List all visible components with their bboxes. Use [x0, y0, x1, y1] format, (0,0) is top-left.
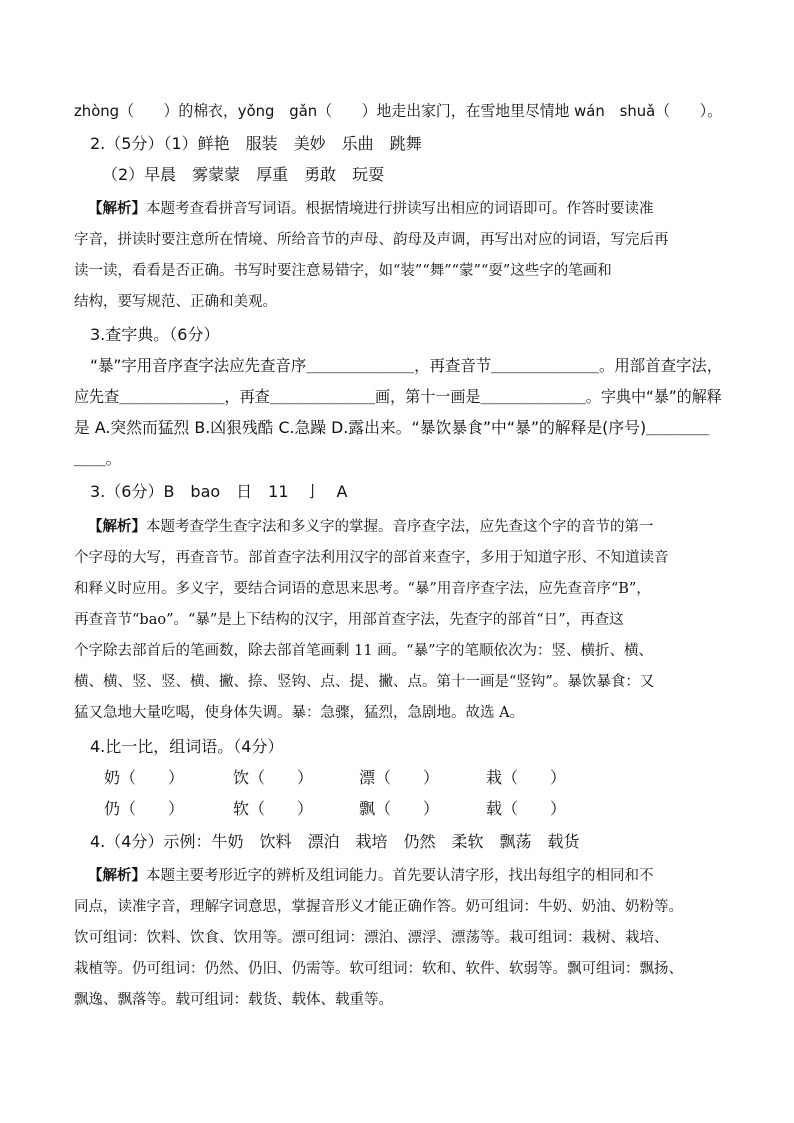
analysis3-line5: 个字除去部首后的笔画数，除去部首笔画剩 11 画。“暴”字的笔顺依次为：竖、横折、横、 — [74, 643, 653, 659]
question4-row2-item3: 飘（ ） — [359, 799, 440, 818]
analysis3-line4: 再查音节“bao”。“暴”是上下结构的汉字，用部首查字法，先查字的部首“日”，再查这 — [74, 612, 624, 628]
analysis3-line2: 个字母的大写，再查音节。部首查字法利用汉字的部首来查字，多用于知道字形、不知道读音 — [74, 550, 669, 566]
question3-title: 3.查字典。（6分） — [90, 325, 220, 344]
analysis3-line6: 横、横、竖、竖、横、撇、捺、竖钩、点、提、撇、点。第十一画是“竖钩”。暴饮暴食：又 — [74, 674, 655, 690]
answer2-line1: 2.（5分）（1）鲜艳 服装 美妙 乐曲 跳舞 — [90, 134, 422, 153]
question4-row2-item1: 仍（ ） — [104, 799, 185, 818]
analysis-tag: 【解析】 — [88, 200, 146, 217]
question4-row1-item4: 栽（ ） — [486, 768, 567, 787]
question4-row1-item2: 饮（ ） — [233, 768, 314, 787]
analysis-tag: 【解析】 — [88, 518, 146, 535]
analysis2-line1: 【解析】本题考查看拼音写词语。根据情境进行拼读写出相应的词语即可。作答时要读准 — [88, 200, 654, 217]
analysis4-line2: 同点，读准字音，理解字词意思，掌握音形义才能正确作答。奶可组词：牛奶、奶油、奶粉等。 — [74, 899, 683, 915]
answer3-line: 3.（6分）B bao 日 11 亅 A — [90, 482, 348, 501]
question4-row2-item2: 软（ ） — [233, 799, 314, 818]
question4-title: 4.比一比，组词语。（4分） — [90, 737, 284, 756]
analysis4-line1: 【解析】本题主要考形近字的辨析及组词能力。首先要认清字形，找出每组字的相同和不 — [88, 867, 654, 884]
question4-row1-item3: 漂（ ） — [359, 768, 440, 787]
analysis-tag: 【解析】 — [88, 867, 146, 884]
analysis3-line3: 和释义时应用。多义字，要结合词语的意思来思考。“暴”用音序查字法，应先查音序“B”， — [74, 581, 651, 597]
analysis2-line2: 字音，拼读时要注意所在情境、所给音节的声母、韵母及声调，再写出对应的词语，写完后再 — [74, 232, 669, 248]
question4-row2-item4: 载（ ） — [486, 799, 567, 818]
analysis4-line4: 栽植等。仍可组词：仍然、仍旧、仍需等。软可组词：软和、软件、软弱等。飘可组词：飘扬、 — [74, 961, 683, 977]
question3-line3: 是 A.突然而猛烈 B.凶狠残酷 C.急躁 D.露出来。“暴饮暴食”中“暴”的解释是(序号)＿＿＿＿ — [74, 418, 710, 437]
question4-row1-item1: 奶（ ） — [104, 768, 185, 787]
analysis4-line3: 饮可组词：饮料、饮食、饮用等。漂可组词：漂泊、漂浮、漂荡等。栽可组词：栽树、栽培、 — [74, 930, 669, 946]
analysis2-line3: 读一读，看看是否正确。书写时要注意易错字，如“装”“舞”“蒙”“耍”这些字的笔画和 — [74, 263, 612, 279]
question3-line4: ＿＿。 — [74, 449, 122, 468]
analysis4-line5: 飘逸、飘落等。载可组词：载货、载体、载重等。 — [74, 992, 393, 1008]
analysis3-line1: 【解析】本题考查学生查字法和多义字的掌握。音序查字法，应先查这个字的音节的第一 — [88, 518, 654, 535]
analysis2-line4: 结构，要写规范、正确和美观。 — [74, 294, 277, 310]
question3-line1: “暴”字用音序查字法应先查音序＿＿＿＿＿＿＿，再查音节＿＿＿＿＿＿＿。用部首查字法， — [90, 356, 723, 375]
answer4-line: 4.（4分）示例：牛奶 饮料 漂泊 栽培 仍然 柔软 飘荡 载货 — [90, 832, 580, 851]
analysis3-line7: 猛又急地大量吃喝，使身体失调。暴：急骤，猛烈，急剧地。故选 A。 — [74, 705, 525, 721]
answer2-line2: （2）早晨 雾蒙蒙 厚重 勇敢 玩耍 — [102, 165, 385, 184]
question3-line2: 应先查＿＿＿＿＿＿＿，再查＿＿＿＿＿＿＿画，第十一画是＿＿＿＿＿＿＿。字典中“暴”的解释 — [74, 387, 722, 406]
question1-tail-line: zhòng（ ）的棉衣，yǒng gǎn（ ）地走出家门，在雪地里尽情地 wán shuǎ（ ）。 — [74, 102, 723, 120]
